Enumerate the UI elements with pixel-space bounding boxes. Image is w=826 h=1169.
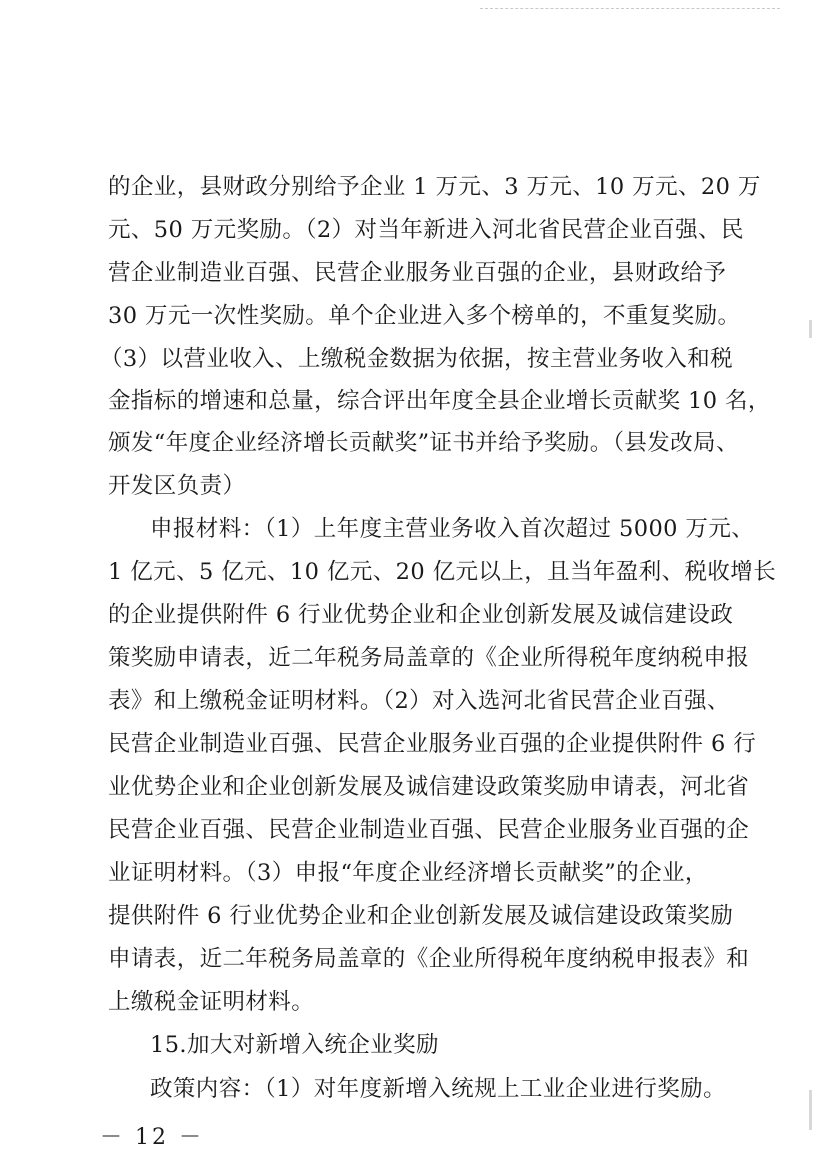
text-line: 业优势企业和企业创新发展及诚信建设政策奖励申请表，河北省 [108,774,750,800]
text-line: 颁发“年度企业经济增长贡献奖”证书并给予奖励。（县发改局、 [108,430,739,456]
scan-margin-mark [809,320,812,338]
text-line: 申报材料：（1）上年度主营业务收入首次超过 5000 万元、 [150,516,755,542]
text-line: 业证明材料。（3）申报“年度企业经济增长贡献奖”的企业， [108,860,708,886]
text-line: 1 亿元、5 亿元、10 亿元、20 亿元以上，且当年盈利、税收增长 [108,559,777,585]
text-line: 民营企业制造业百强、民营企业服务业百强的企业提供附件 6 行 [108,731,757,757]
text-line: 金指标的增速和总量，综合评出年度全县企业增长贡献奖 10 名， [108,388,771,414]
text-line: 策奖励申请表，近二年税务局盖章的《企业所得税年度纳税申报 [108,645,750,671]
text-line: 民营企业百强、民营企业制造业百强、民营企业服务业百强的企 [108,817,750,843]
section-heading: 15.加大对新增入统企业奖励 [150,1032,439,1058]
text-line: 政策内容：（1）对年度新增入统规上工业企业进行奖励。 [150,1076,726,1102]
text-line: （3）以营业收入、上缴税金数据为依据，按主营业务收入和税 [100,346,734,372]
text-line: 申请表，近二年税务局盖章的《企业所得税年度纳税申报表》和 [108,946,750,972]
text-line: 元、50 万元奖励。（2）对当年新进入河北省民营企业百强、民 [108,217,744,243]
text-line: 提供附件 6 行业优势企业和企业创新发展及诚信建设政策奖励 [108,903,734,929]
text-line: 上缴税金证明材料。 [108,989,315,1015]
text-line: 的企业，县财政分别给予企业 1 万元、3 万元、10 万元、20 万 [108,174,761,200]
scan-margin-mark [809,1090,812,1130]
scan-edge-line [480,8,780,9]
text-line: 营企业制造业百强、民营企业服务业百强的企业，县财政给予 [108,260,727,286]
text-line: 开发区负责） [108,473,246,499]
text-line: 30 万元一次性奖励。单个企业进入多个榜单的，不重复奖励。 [108,303,741,329]
text-line: 的企业提供附件 6 行业优势企业和企业创新发展及诚信建设政 [108,602,734,628]
page-number: － 12 － [100,1125,204,1150]
text-line: 表》和上缴税金证明材料。（2）对入选河北省民营企业百强、 [108,688,730,714]
